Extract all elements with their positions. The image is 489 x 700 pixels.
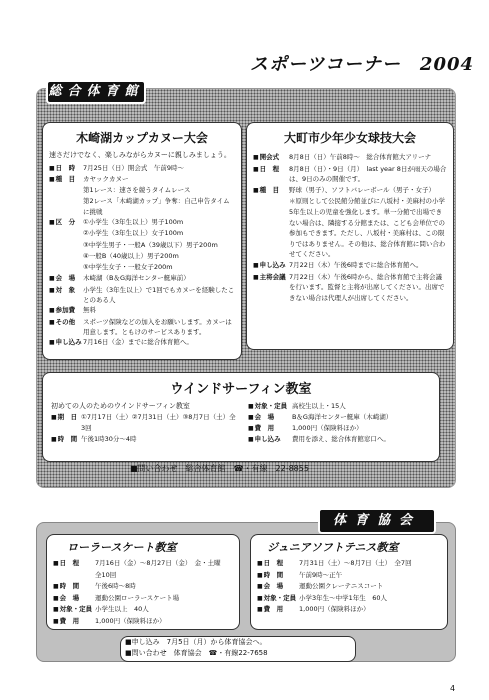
taiiku-contact xyxy=(120,636,356,662)
info-row-label xyxy=(49,228,83,239)
wind-right-rows xyxy=(248,401,431,445)
sogo-section-tab: 総合体育館 xyxy=(46,80,146,104)
info-row-label: ■ 対象・定員 xyxy=(257,593,299,605)
info-row-label: ■ 時 間 xyxy=(51,434,81,445)
info-row-value: 小学3年生～中学1年生 60人 xyxy=(299,593,388,602)
wind-intro: 初めての人のためのウインドサーフィン教室 xyxy=(51,402,190,410)
info-row-label: ■ 種 目 xyxy=(253,185,289,197)
info-row-label: ■ 時 間 xyxy=(53,581,95,593)
info-row xyxy=(257,558,441,570)
roller-title: ローラースケート教室 xyxy=(67,541,177,554)
info-row-value: 1,000円（保険料ほか） xyxy=(95,616,166,625)
info-row-value: ①小学生（3年生以上）男子100m xyxy=(83,217,184,226)
info-row xyxy=(49,251,235,262)
omachi-rows xyxy=(253,152,447,303)
info-row xyxy=(257,581,441,593)
info-row xyxy=(49,174,235,185)
info-row-label: ■ その他 xyxy=(49,317,83,338)
taiiku-apply: ■申し込み 7月5日（月）から体育協会へ。 xyxy=(125,638,267,646)
info-row-label: ■ 日 程 xyxy=(53,558,95,581)
omachi-ball-games-panel xyxy=(246,122,454,350)
info-row-label: ■ 日 程 xyxy=(253,164,289,185)
info-row-label: ■ 申し込み xyxy=(253,260,289,272)
kizaki-canoe-panel xyxy=(42,122,242,360)
info-row xyxy=(49,305,235,316)
info-row-label: ■ 会 場 xyxy=(248,412,292,423)
info-row xyxy=(257,604,441,616)
info-row-label: ■ 区 分 xyxy=(49,217,83,228)
info-row-label: ■ 期 日 xyxy=(51,412,81,434)
info-row-label xyxy=(49,196,83,217)
info-row xyxy=(49,163,235,174)
info-row xyxy=(253,164,447,185)
info-row xyxy=(49,228,235,239)
info-row-label xyxy=(49,185,83,196)
info-row-value: ⑤中学生女子・一般女子200m xyxy=(83,263,173,272)
info-row-label: ■ 費 用 xyxy=(248,423,292,434)
info-row-value: 午後6時～8時 xyxy=(95,582,136,590)
info-row-value: 高校生以上・15人 xyxy=(291,402,346,410)
omachi-title: 大町市少年少女球技大会 xyxy=(283,131,416,145)
info-row-label: ■ 開会式 xyxy=(253,152,289,164)
info-row xyxy=(257,570,441,582)
wind-title: ウインドサーフィン教室 xyxy=(170,382,312,397)
info-row-value: 7月16日（金）までに総合体育館へ。 xyxy=(83,338,193,347)
info-row-label: ■ 参加費 xyxy=(49,305,83,316)
info-row xyxy=(253,196,447,260)
info-row-label: ■ 対 象 xyxy=(49,285,83,306)
info-row-label xyxy=(253,196,289,260)
info-row-label: ■ 会 場 xyxy=(53,593,95,605)
info-row xyxy=(49,196,235,217)
info-row xyxy=(253,260,447,272)
info-row-value: 7月31日（土）～8月7日（土） 全7回 xyxy=(299,559,412,567)
info-row-label xyxy=(49,240,83,251)
info-row-value: ③中学生男子・一般A（39歳以下）男子200m xyxy=(83,240,218,249)
info-row-label: ■ 費 用 xyxy=(257,604,299,616)
info-row-value: ②小学生（3年生以上）女子100m xyxy=(83,229,184,238)
info-row-label xyxy=(49,251,83,262)
info-row xyxy=(51,434,238,445)
info-row xyxy=(49,240,235,251)
info-row xyxy=(49,285,235,306)
junior-tennis-panel xyxy=(250,534,448,630)
info-row xyxy=(49,337,235,348)
info-row-value: 8月8日（日）午前8時～ 総合体育館大アリーナ xyxy=(289,153,432,161)
info-row-label: ■ 種 目 xyxy=(49,174,83,185)
info-row xyxy=(248,423,431,434)
info-row xyxy=(49,185,235,196)
info-row-value: 7月25日（日）開会式 午前9時～ xyxy=(83,163,185,172)
info-row-value: B＆G海洋センター艇庫（木崎湖） xyxy=(291,413,393,421)
taiiku-inquiry: ■問い合わせ 体育協会 ☎・有線22-7658 xyxy=(125,649,268,657)
info-row xyxy=(51,412,238,434)
wind-left-rows xyxy=(51,412,238,445)
info-row-value: 1,000円（保険料ほか） xyxy=(291,424,363,432)
roller-skate-panel xyxy=(46,534,240,630)
info-row xyxy=(53,616,233,628)
info-row-value: 野球（男子）、ソフトバレーボール（男子・女子） xyxy=(289,185,435,194)
info-row xyxy=(253,185,447,197)
kizaki-title: 木崎湖カップカヌー大会 xyxy=(76,131,208,145)
info-row xyxy=(53,604,233,616)
info-row-value: 運動公園クレーテニスコート xyxy=(299,582,384,590)
info-row xyxy=(53,593,233,605)
info-row-value: 木崎湖（B＆G海洋センター艇庫前） xyxy=(83,274,190,283)
junior-title: ジュニアソフトテニス教室 xyxy=(267,541,399,554)
info-row-value: 費用を添え、総合体育館窓口へ。 xyxy=(291,435,390,443)
info-row-value: 第2レース「木崎湖カップ」争奪：自己申告タイムに挑戦 xyxy=(83,197,230,216)
info-row-label: ■ 対象・定員 xyxy=(248,401,292,412)
info-row-value: 午後1時30分～4時 xyxy=(81,434,137,443)
info-row-label xyxy=(49,262,83,273)
info-row xyxy=(248,434,431,445)
junior-rows xyxy=(257,558,441,616)
info-row-value: 7月16日（金）～8月27日（金） 金・土曜 全10回 xyxy=(95,559,228,579)
info-row xyxy=(53,558,233,581)
info-row-value: 8月8日（日）・9日（月） last year 8日が雨天の場合は、9日のみの開催です。 xyxy=(289,164,447,184)
info-row-label: ■ 主将会議 xyxy=(253,272,289,304)
info-row xyxy=(49,273,235,284)
info-row-value: 午前9時～正午 xyxy=(299,570,343,579)
info-row-value: 7月22日（木）午後6時までに総合体育館へ。 xyxy=(289,260,423,269)
info-row-value: 小学生（3年生以上）で1回でもカヌーを経験したことのある人 xyxy=(83,285,235,305)
info-row-value: スポーツ保険などの加入をお願いします。カヌーは用意します。ともけのサービスあります。 xyxy=(83,317,232,336)
info-row xyxy=(248,412,431,423)
info-row-label: ■ 日 時 xyxy=(49,163,83,174)
kizaki-rows xyxy=(49,163,235,349)
info-row-value: 無料 xyxy=(83,306,96,315)
info-row-value: ①7月17日（土）②7月31日（土）③8月7日（土）全3回 xyxy=(81,412,236,432)
taiiku-section-tab: 体育協会 xyxy=(318,508,436,534)
info-row xyxy=(253,272,447,304)
info-row-value: 小学生以上 40人 xyxy=(95,605,149,613)
windsurfing-panel xyxy=(42,372,440,462)
info-row xyxy=(49,317,235,338)
info-row-value: 7月22日（木）午後6時から、総合体育館で主将会議を行います。監督と主将が出席してください。出席できない場合は代理人が出席してください。 xyxy=(289,272,445,302)
info-row-value: ④一般B（40歳以上）男子200m xyxy=(83,251,179,260)
info-row-value: ＊原則として公民館分館並びに八坂村・美麻村の小学5年生以上の児童を強化します。単一分館で出場できない場合は、隣接する分館または、こども会単位での参加もできます。ただし、八坂村・美麻村は、この限りではありません。その他は、総合体育館に問い合わせてください。 xyxy=(289,197,446,259)
info-row-label: ■ 日 程 xyxy=(257,558,299,570)
info-row-label: ■ 会 場 xyxy=(257,581,299,593)
info-row-value: 運動公園ローラースケート場 xyxy=(95,593,180,602)
info-row-label: ■ 会 場 xyxy=(49,273,83,284)
sogo-contact: ■問い合わせ 総合体育館 ☎・有線 22-8855 xyxy=(130,464,309,473)
roller-rows xyxy=(53,558,233,627)
info-row-value: 第1レース：速さを競うタイムレース xyxy=(83,186,191,195)
info-row-value: カヤックカヌー xyxy=(83,174,129,183)
info-row xyxy=(49,262,235,273)
info-row xyxy=(53,581,233,593)
info-row-value: 1,000円（保険料ほか） xyxy=(299,605,370,613)
info-row xyxy=(49,217,235,228)
info-row-label: ■ 対象・定員 xyxy=(53,604,95,616)
page-title: スポーツコーナー 2004 xyxy=(250,54,475,75)
info-row xyxy=(253,152,447,164)
info-row-label: ■ 申し込み xyxy=(49,337,83,348)
kizaki-intro: 速さだけでなく、楽しみながらカヌーに親しみましょう。 xyxy=(49,151,231,159)
info-row-label: ■ 費 用 xyxy=(53,616,95,628)
info-row-label: ■ 時 間 xyxy=(257,570,299,582)
info-row xyxy=(248,401,431,412)
page-number: 4 xyxy=(450,684,456,693)
info-row xyxy=(257,593,441,605)
info-row-label: ■ 申し込み xyxy=(248,434,292,445)
